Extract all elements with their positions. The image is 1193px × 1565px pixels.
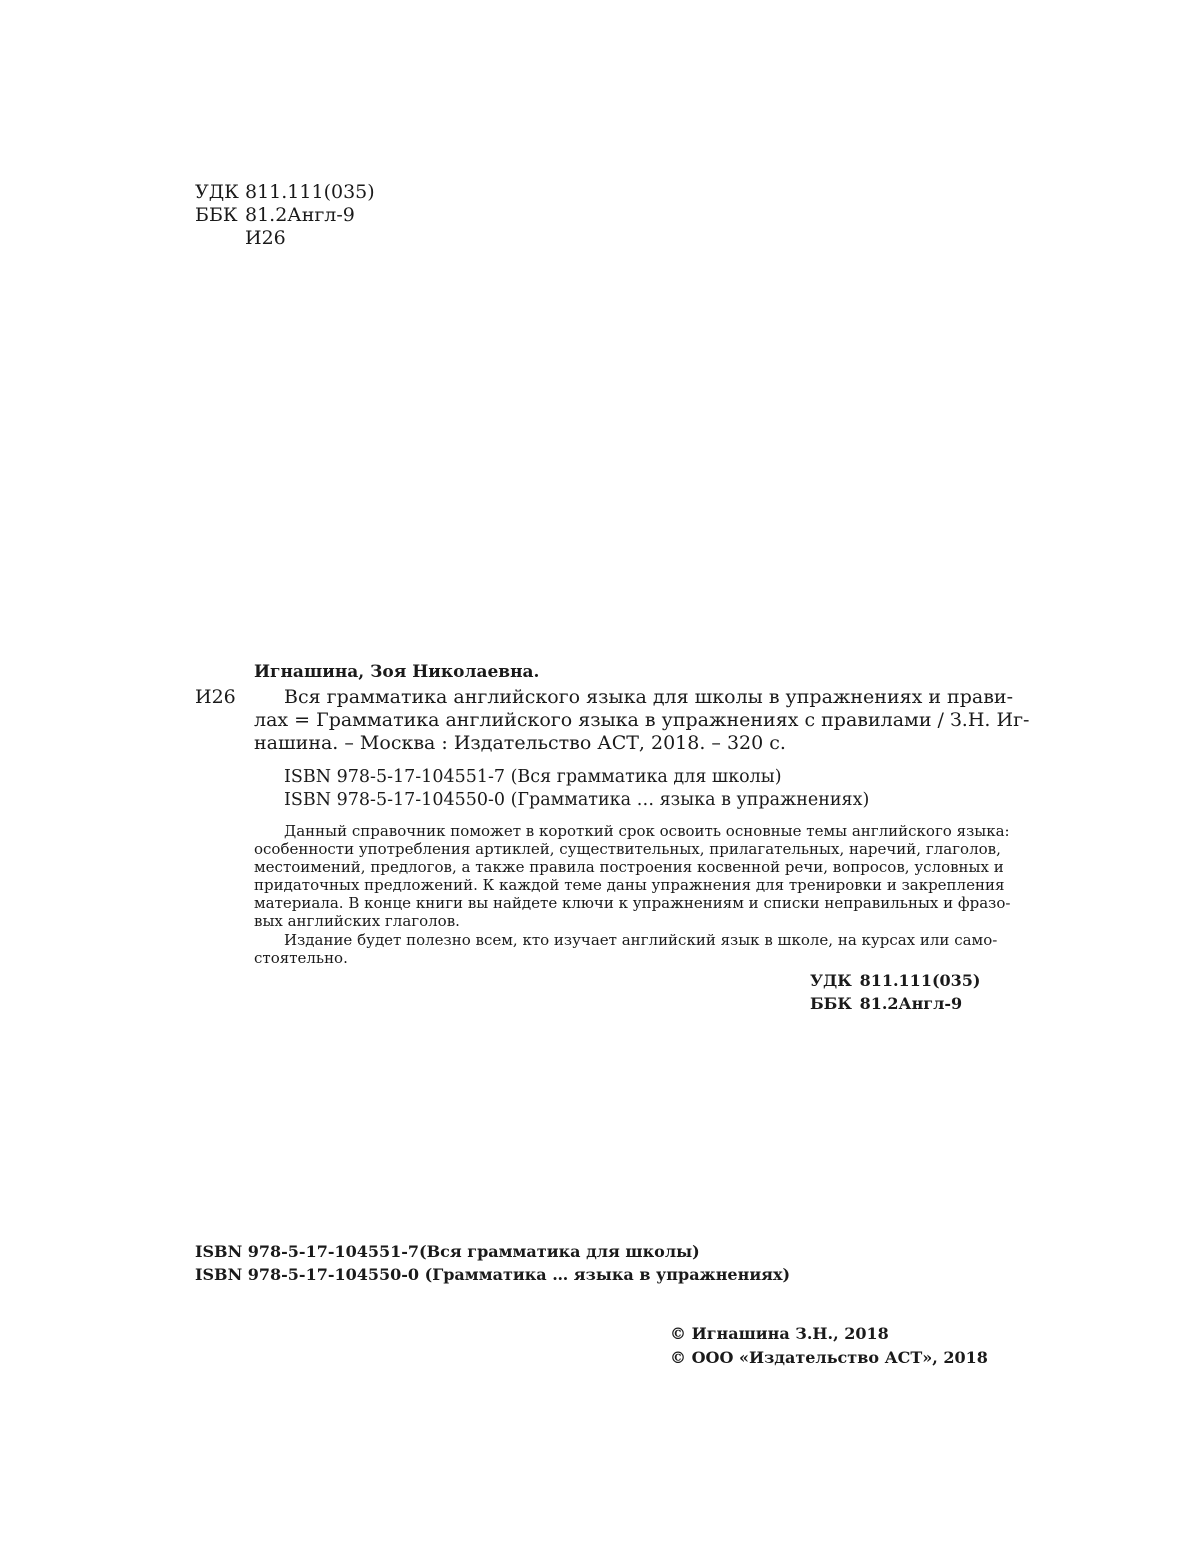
bbk-value: 81.2Англ-9 [245, 204, 355, 226]
bbk-value: 81.2Англ-9 [859, 994, 963, 1013]
author-heading: Игнашина, Зоя Николаевна. [254, 662, 540, 682]
isbn-line: ISBN 978-5-17-104551-7(Вся грамматика для школы) [195, 1242, 700, 1261]
bibliographic-line: лах = Грамматика английского языка в упражнениях с правилами / З.Н. Иг- [254, 709, 1030, 731]
bbk-row [195, 204, 375, 227]
copyright-line: © ООО «Издательство АСТ», 2018 [670, 1348, 988, 1367]
isbn-line: ISBN 978-5-17-104551-7 (Вся грамматика для школы) [284, 767, 782, 787]
classification-codes-top [195, 181, 375, 250]
abstract-line: вых английских глаголов. [254, 912, 460, 931]
bibliographic-line: Вся грамматика английского языка для школы в упражнениях и прави- [284, 686, 1013, 708]
abstract-line: местоимений, предлогов, а также правила построения косвенной речи, вопросов, условных и [254, 858, 1004, 877]
abstract-line: Издание будет полезно всем, кто изучает английский язык в школе, на курсах или само- [284, 930, 998, 949]
author-sign: И26 [245, 227, 286, 249]
isbn-line: ISBN 978-5-17-104550-0 (Грамматика … языка в упражнениях) [284, 790, 870, 810]
bbk-label: ББК [195, 204, 238, 226]
abstract-line: стоятельно. [254, 948, 348, 967]
copyright-line: © Игнашина З.Н., 2018 [670, 1324, 889, 1343]
bibliographic-line: нашина. – Москва : Издательство АСТ, 2018. – 320 с. [254, 732, 786, 754]
copyright-notice [670, 1322, 988, 1370]
bbk-label: ББК [810, 994, 852, 1013]
isbn-line: ISBN 978-5-17-104550-0 (Грамматика … языка в упражнениях) [195, 1265, 791, 1284]
bibliographic-description [254, 686, 1030, 755]
abstract-line: придаточных предложений. К каждой теме даны упражнения для тренировки и закрепления [254, 876, 1005, 895]
abstract [254, 822, 1011, 967]
isbn-footer [195, 1240, 790, 1286]
udk-row [810, 969, 980, 992]
abstract-line: материала. В конце книги вы найдете ключи к упражнениям и списки неправильных и фразо- [254, 894, 1011, 913]
catalog-author-sign: И26 [195, 686, 236, 708]
isbn-list [284, 766, 869, 812]
udk-value: 811.111(035) [245, 181, 375, 203]
udk-label: УДК [195, 181, 239, 203]
udk-row [195, 181, 375, 204]
abstract-line: Данный справочник поможет в короткий срок освоить основные темы английского языка: [284, 822, 1010, 840]
bbk-row [810, 992, 980, 1015]
abstract-line: особенности употребления артиклей, существительных, прилагательных, наречий, глаголов, [254, 840, 1001, 859]
udk-value: 811.111(035) [859, 971, 981, 990]
udk-label: УДК [810, 971, 852, 990]
classification-codes-card [810, 969, 980, 1015]
